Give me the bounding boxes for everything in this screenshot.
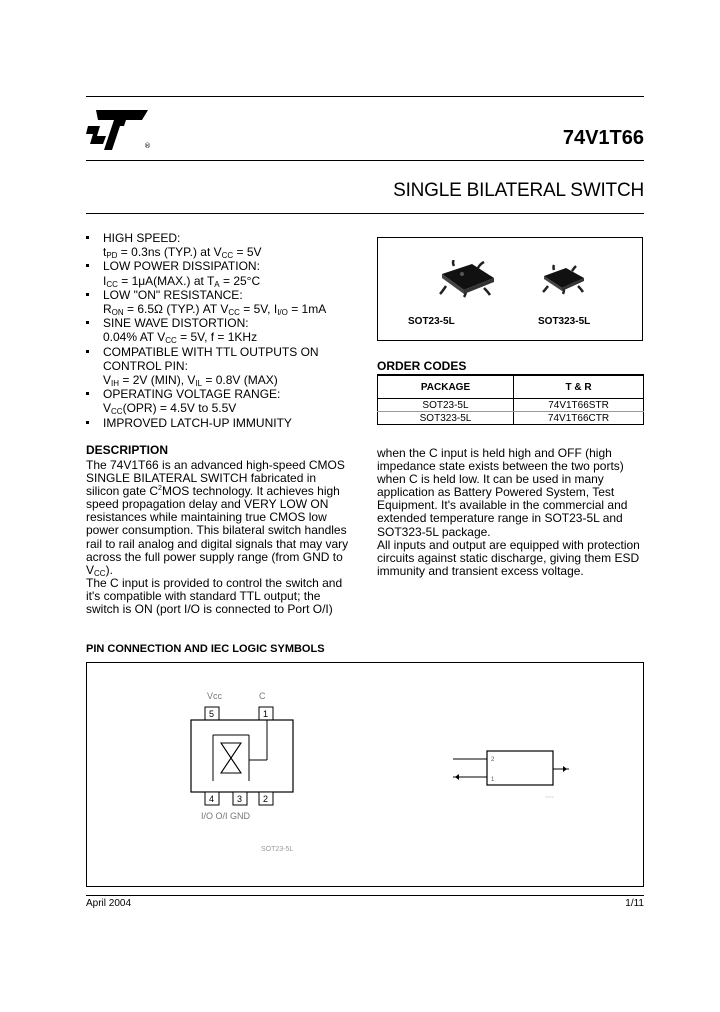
header-top-rule: [86, 96, 644, 97]
st-logo-icon: [86, 106, 152, 152]
description-line: impedance state exists between the two ports): [377, 459, 624, 474]
description-line: $V_{CC}$).: [86, 562, 113, 578]
feature-line: LOW POWER DISSIPATION:: [103, 259, 260, 274]
description-line: resistances while maintaining true CMOS low: [86, 510, 327, 525]
pin-number: 2: [263, 794, 269, 804]
description-line: power consumption. This bilateral switch handles: [86, 523, 347, 538]
feature-item: [86, 416, 376, 430]
footer-date: April 2004: [86, 898, 132, 909]
pin-number: 3: [237, 794, 243, 804]
table-cell: SOT23-5L: [378, 399, 514, 412]
subtitle-rule: [86, 213, 644, 214]
c-pin-label: C: [259, 691, 266, 701]
package-images-box: [377, 237, 643, 341]
description-line: across the full power supply range (from GND to: [86, 549, 343, 564]
footer-rule: [86, 895, 644, 896]
title-rule: [86, 160, 644, 161]
description-line: when C is held low. It can be used in many: [377, 472, 604, 487]
diagram-caption: SOT23-5L: [261, 846, 294, 853]
feature-line: LOW "ON" RESISTANCE:: [103, 287, 243, 302]
feature-line: $V_{CC}(OPR) = 4.5V$ to 5.5V: [103, 401, 237, 417]
pin-diagram-box: [86, 662, 644, 887]
feature-item: [86, 345, 376, 388]
part-number-title: 74V1T66: [562, 127, 644, 149]
description-heading: DESCRIPTION: [86, 443, 169, 457]
svg-text:®: ®: [144, 142, 151, 150]
feature-item: [86, 231, 376, 259]
feature-line: HIGH SPEED:: [103, 231, 181, 245]
feature-line: $V_{IH} = 2V$ (MIN), $V_{IL} = 0.8V$ (MAX): [103, 373, 278, 389]
description-left-column: [86, 459, 352, 616]
feature-list: [86, 231, 376, 430]
feature-line: SINE WAVE DISTORTION:: [103, 316, 249, 331]
description-line: The C input is provided to control the switch and: [86, 575, 343, 590]
pin-number: 1: [263, 709, 269, 719]
svg-text:~~~: ~~~: [545, 795, 554, 801]
table-cell: 74V1T66STR: [514, 399, 644, 412]
table-cell: 74V1T66CTR: [514, 412, 644, 425]
vcc-pin-label: Vcc: [207, 691, 223, 701]
document-subtitle: SINGLE BILATERAL SWITCH: [393, 180, 644, 201]
description-line: switch is ON (port I/O is connected to Port O/I): [86, 602, 333, 617]
feature-line: $I_{CC} = 1\mu A(MAX.)$ at $T_A = 25^\circ C$: [103, 273, 261, 289]
description-line: All inputs and output are equipped with protection: [377, 537, 640, 552]
column-header: PACKAGE: [378, 375, 514, 399]
table-cell: SOT323-5L: [378, 412, 514, 425]
pin-number: 4: [209, 794, 215, 804]
bottom-pin-labels: I/O O/I GND: [201, 811, 251, 821]
sot23-label: SOT23-5L: [408, 316, 455, 327]
feature-line: 0.04% AT $V_{CC} = 5V$, f = 1KHz: [103, 330, 258, 346]
sot323-label: SOT323-5L: [538, 316, 591, 327]
description-line: when the C input is held high and OFF (high: [377, 446, 612, 460]
svg-text:2: 2: [491, 757, 495, 763]
table-row: [378, 412, 644, 425]
sot23-package-image: [438, 260, 496, 298]
description-line: it's compatible with standard TTL output; the: [86, 588, 321, 603]
feature-line: $t_{PD} = 0.3ns$ (TYP.) at $V_{CC} = 5V$: [103, 245, 262, 261]
description-line: The 74V1T66 is an advanced high-speed CMOS: [86, 458, 345, 472]
order-codes-table: [377, 374, 644, 425]
svg-text:1: 1: [491, 777, 495, 783]
feature-line: CONTROL PIN:: [103, 358, 188, 373]
feature-item: [86, 316, 376, 344]
description-line: SOT323-5L package.: [377, 524, 491, 539]
description-line: Equipment. It's available in the commercial and: [377, 498, 628, 513]
pin-number: 5: [209, 709, 215, 719]
feature-line: OPERATING VOLTAGE RANGE:: [103, 387, 281, 402]
pin-connection-heading: PIN CONNECTION AND IEC LOGIC SYMBOLS: [86, 643, 325, 655]
footer-page-number: 1/11: [625, 898, 644, 909]
description-line: application as Battery Powered System, Test: [377, 485, 615, 500]
feature-line: IMPROVED LATCH-UP IMMUNITY: [103, 415, 292, 430]
table-row: [378, 399, 644, 412]
sot323-package-image: [540, 264, 586, 296]
description-line: speed propagation delay and VERY LOW ON: [86, 497, 329, 512]
iec-logic-symbol: [433, 745, 573, 805]
order-codes-heading: ORDER CODES: [377, 359, 467, 373]
feature-line: $R_{ON} = 6.5\Omega$ (TYP.) AT $V_{CC} = 5V$, $I_{I/O} = 1mA$: [103, 302, 327, 318]
table-header-row: [378, 375, 644, 399]
description-line: SINGLE BILATERAL SWITCH fabricated in: [86, 471, 317, 486]
feature-item: [86, 259, 376, 287]
st-logo: [86, 106, 152, 152]
feature-line: COMPATIBLE WITH TTL OUTPUTS ON: [103, 344, 319, 359]
column-header: T & R: [514, 375, 644, 399]
description-line: immunity and transient excess voltage.: [377, 563, 584, 578]
description-right-column: [377, 447, 643, 578]
feature-item: [86, 387, 376, 415]
description-line: silicon gate $C^2MOS$ technology. It achieves high: [86, 484, 340, 499]
description-line: rail to rail analog and digital signals that may vary: [86, 536, 349, 551]
feature-item: [86, 288, 376, 316]
description-line: extended temperature range in SOT23-5L and: [377, 511, 623, 526]
description-line: circuits against static discharge, giving them ESD: [377, 550, 640, 565]
pin-connection-diagram: [183, 685, 303, 855]
